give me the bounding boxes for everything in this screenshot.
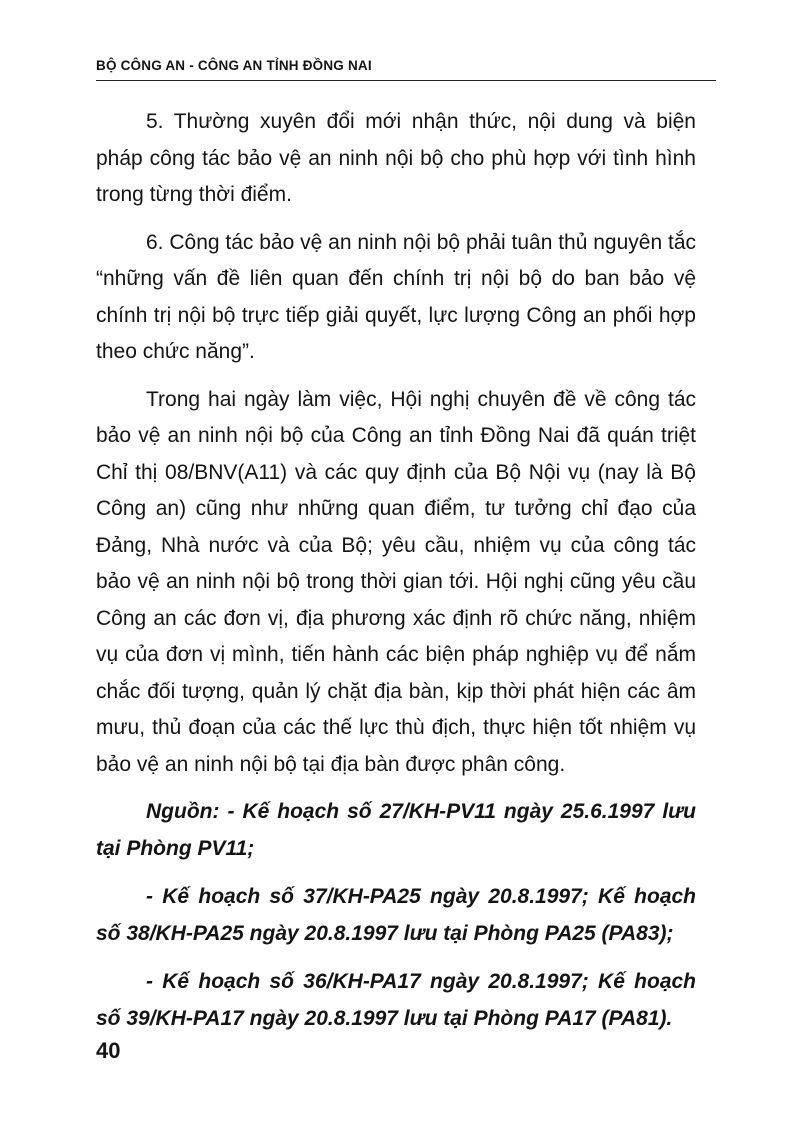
page-number: 40 (96, 1038, 121, 1063)
paragraph-item-5: 5. Thường xuyên đổi mới nhận thức, nội dung và biện pháp công tác bảo vệ an ninh nội bộ cho phù hợp với tình hình trong từng thời điểm. (96, 110, 696, 206)
source-note-2: - Kế hoạch số 37/KH-PA25 ngày 20.8.1997; Kế hoạch số 38/KH-PA25 ngày 20.8.1997 lưu tại Phòng PA25 (PA83); (96, 885, 696, 945)
paragraph-conference-summary: Trong hai ngày làm việc, Hội nghị chuyên đề về công tác bảo vệ an ninh nội bộ của Công an tỉnh Đồng Nai đã quán triệt Chỉ thị 08/BNV(A11) và các quy định của Bộ Nội vụ (nay là Bộ Công an) cũng như những quan điểm, tư tưởng chỉ đạo của Đảng, Nhà nước và của Bộ; yêu cầu, nhiệm vụ của công tác bảo vệ an ninh nội bộ trong thời gian tới. Hội nghị cũng yêu cầu Công an các đơn vị, địa phương xác định rõ chức năng, nhiệm vụ của đơn vị mình, tiến hành các biện pháp nghiệp vụ để nắm chắc đối tượng, quản lý chặt địa bàn, kịp thời phát hiện các âm mưu, thủ đoạn của các thế lực thù địch, thực hiện tốt nhiệm vụ bảo vệ an ninh nội bộ tại địa bàn được phân công. (96, 387, 696, 776)
paragraph-item-6: 6. Công tác bảo vệ an ninh nội bộ phải tuân thủ nguyên tắc “những vấn đề liên quan đến chính trị nội bộ do ban bảo vệ chính trị nội bộ trực tiếp giải quyết, lực lượng Công an phối hợp theo chức năng”. (96, 230, 696, 363)
source-note-3: - Kế hoạch số 36/KH-PA17 ngày 20.8.1997; Kế hoạch số 39/KH-PA17 ngày 20.8.1997 lưu tại Phòng PA17 (PA81). (96, 970, 696, 1030)
running-header (96, 58, 716, 84)
source-note-1: Nguồn: - Kế hoạch số 27/KH-PV11 ngày 25.6.1997 lưu tại Phòng PV11; (96, 800, 696, 860)
header-rule (96, 80, 716, 81)
running-title: BỘ CÔNG AN - CÔNG AN TỈNH ĐỒNG NAI (96, 58, 372, 73)
page-body (96, 104, 696, 1049)
